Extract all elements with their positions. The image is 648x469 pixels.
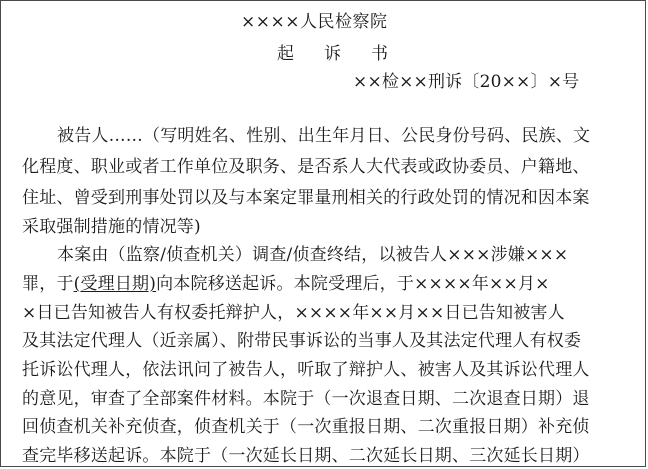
paragraph-defendant-line-1: 被告人……（写明姓名、性别、出生年月日、公民身份号码、民族、文 (57, 126, 591, 146)
paragraph-case-line-5: 托诉讼代理人，依法讯问了被告人，听取了辩护人、被害人及其诉讼代理人 (22, 360, 590, 380)
paragraph-case-line-8: 查完毕移送起诉。本院于（一次延长日期、二次延长日期、三次延长日期） (22, 446, 590, 466)
paragraph-case-line-1: 本案由（监察/侦查机关）调查/侦查终结，以被告人×××涉嫌××× (57, 245, 569, 265)
paragraph-case-line-4: 及其法定代理人（近亲属）、附带民事诉讼的当事人及其法定代理人有权委 (22, 331, 582, 351)
paragraph-case-line-3: ×日已告知被告人有权委托辩护人，××××年××月××日已告知被害人 (22, 303, 565, 323)
paragraph-defendant-line-4: 采取强制措施的情况等) (22, 217, 201, 237)
title-char-shu: 书 (371, 44, 388, 64)
paragraph-defendant-line-2: 化程度、职业或者工作单位及职务、是否系人大代表或政协委员、户籍地、 (22, 157, 590, 177)
paragraph-case-line-2 (22, 274, 550, 294)
case-line-2-start: 罪，于 (22, 274, 74, 294)
paragraph-case-line-6: 的意见，审查了全部案件材料。本院于（一次退查日期、二次退查日期）退 (22, 389, 590, 409)
title-char-su: 诉 (324, 44, 341, 64)
case-line-2-end: 向本院移送起诉。本院受理后，于××××年××月× (156, 274, 550, 294)
acceptance-date-placeholder: (受理日期) (73, 274, 157, 294)
document-number: ××检××刑诉〔20××〕×号 (353, 72, 580, 92)
organization-name: ××××人民检察院 (241, 12, 388, 32)
paragraph-defendant-line-3: 住址、曾受到刑事处罚以及与本案定罪量刑相关的行政处罚的情况和因本案 (22, 188, 590, 208)
document-title (277, 44, 388, 64)
title-char-qi: 起 (277, 44, 294, 64)
paragraph-case-line-7: 回侦查机关补充侦查，侦查机关于（一次重报日期、二次重报日期）补充侦 (22, 417, 590, 437)
